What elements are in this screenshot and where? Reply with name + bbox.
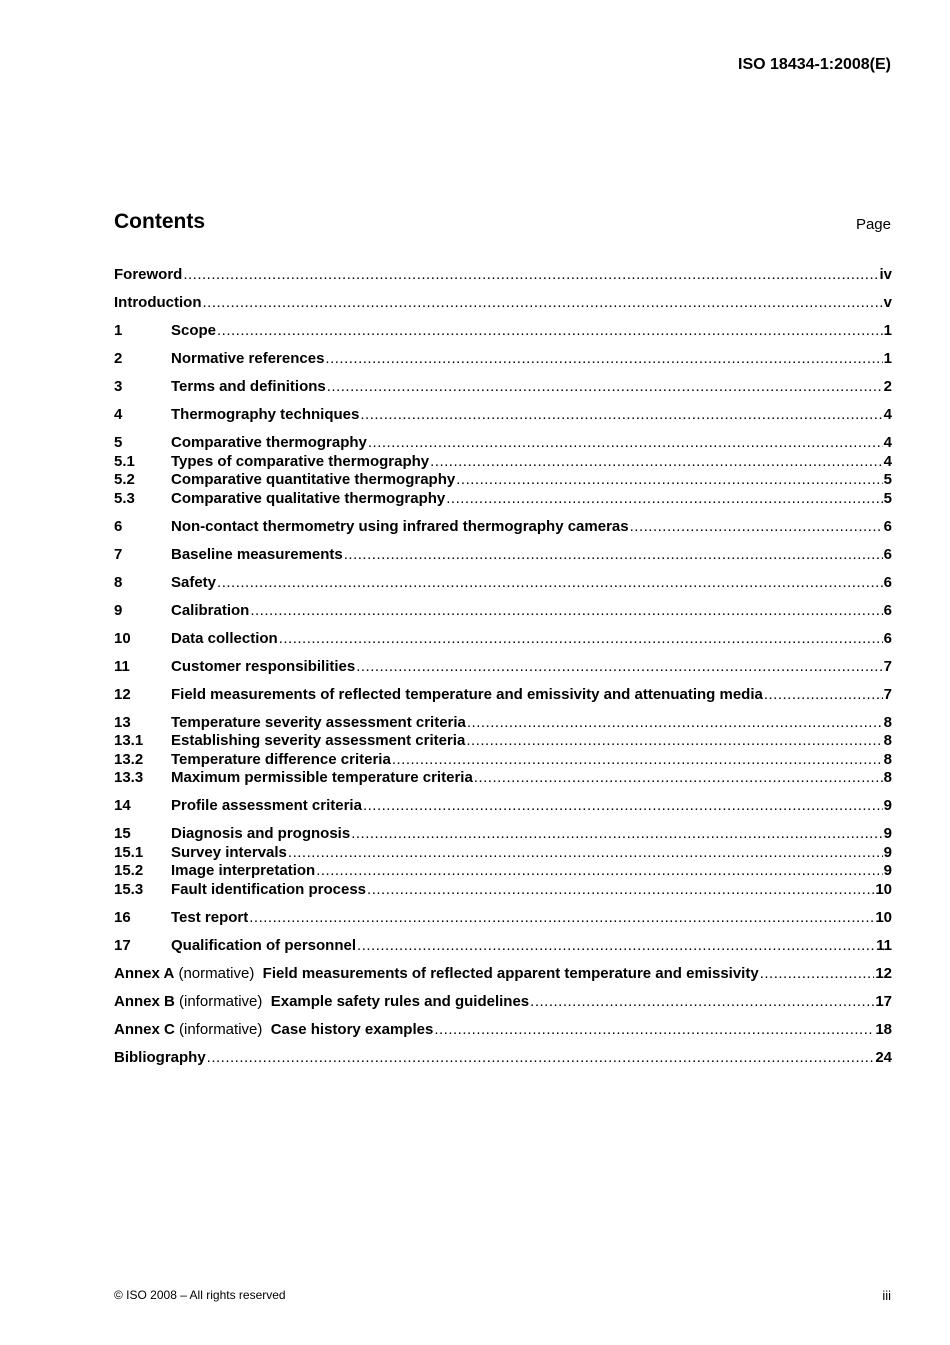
- toc-entry-number: 5.1: [114, 452, 135, 470]
- dot-leader: [630, 518, 883, 537]
- toc-entry-page: 6: [883, 573, 892, 591]
- toc-entry-number: 15.1: [114, 843, 144, 861]
- dot-leader: [466, 732, 882, 751]
- toc-entry-title: Customer responsibilities: [171, 657, 356, 675]
- toc-entry-number: 1: [114, 322, 123, 339]
- annex-page: 18: [875, 1020, 892, 1038]
- page-number: iii: [882, 1288, 891, 1303]
- toc-entry-number: 5.2: [114, 471, 135, 488]
- toc-entry-number: 13.3: [114, 769, 144, 786]
- dot-leader: [217, 574, 883, 593]
- dot-leader: [183, 266, 878, 285]
- toc-entry-title: Profile assessment criteria: [171, 797, 362, 814]
- toc-entry-page: 4: [883, 434, 892, 451]
- toc-entry[interactable]: [114, 322, 892, 341]
- toc-entry[interactable]: [114, 546, 892, 565]
- toc-entry[interactable]: [114, 686, 892, 705]
- toc-entry[interactable]: [114, 658, 892, 677]
- dot-leader: [279, 630, 883, 649]
- dot-leader: [288, 844, 883, 863]
- dot-leader: [360, 406, 882, 425]
- toc-entry-title: Fault identification process: [171, 880, 367, 898]
- toc-entry[interactable]: [114, 574, 892, 593]
- toc-entry-number: 5: [114, 434, 123, 451]
- toc-entry[interactable]: [114, 825, 892, 844]
- dot-leader: [202, 294, 882, 313]
- toc-entry-page: v: [883, 294, 892, 311]
- dot-leader: [434, 1021, 874, 1040]
- dot-leader: [446, 490, 882, 509]
- dot-leader: [344, 546, 883, 565]
- toc-entry-page: 4: [883, 452, 892, 470]
- dot-leader: [430, 453, 883, 472]
- toc-entry-number: 10: [114, 629, 131, 647]
- dot-leader: [368, 434, 883, 453]
- dot-leader: [327, 378, 883, 397]
- bibliography-page: 24: [875, 1048, 892, 1066]
- toc-entry-title: Survey intervals: [171, 843, 287, 861]
- toc-entry-title: Introduction: [114, 294, 202, 311]
- toc-entry[interactable]: [114, 350, 892, 369]
- toc-entry-page: 8: [883, 769, 892, 786]
- dot-leader: [207, 1049, 875, 1068]
- toc-entry[interactable]: [114, 937, 892, 956]
- toc-entry-number: 5.3: [114, 489, 135, 507]
- dot-leader: [367, 881, 874, 900]
- toc-entry-page: 6: [883, 601, 892, 619]
- toc-entry-number: 9: [114, 601, 123, 619]
- toc-entry[interactable]: [114, 602, 892, 621]
- toc-entry-page: iv: [879, 266, 892, 283]
- annex-title: Example safety rules and guidelines: [270, 992, 530, 1010]
- annex-type: (informative): [179, 1020, 263, 1038]
- toc-entry-page: 8: [883, 750, 892, 768]
- toc-entry[interactable]: [114, 490, 892, 509]
- toc-entry-page: 9: [883, 862, 892, 879]
- toc-entry-number: 8: [114, 573, 123, 591]
- dot-leader: [764, 686, 883, 705]
- toc-entry-page: 9: [883, 843, 892, 861]
- toc-entry[interactable]: [114, 732, 892, 751]
- toc-entry-title: Diagnosis and prognosis: [171, 825, 351, 842]
- toc-entry-page: 1: [883, 350, 892, 367]
- toc-entry[interactable]: [114, 909, 892, 928]
- contents-heading: Contents: [114, 210, 205, 233]
- toc-entry-number: 3: [114, 378, 123, 395]
- annex-entry[interactable]: [114, 1021, 892, 1040]
- dot-leader: [530, 993, 874, 1012]
- toc-entry-page: 7: [883, 685, 892, 703]
- toc-entry-title: Scope: [171, 322, 217, 339]
- toc-entry-title: Calibration: [171, 601, 250, 619]
- toc-entry-number: 11: [114, 657, 130, 675]
- dot-leader: [250, 602, 882, 621]
- toc-entry-title: Types of comparative thermography: [171, 452, 430, 470]
- bibliography-title: Bibliography: [114, 1048, 206, 1066]
- dot-leader: [456, 471, 882, 490]
- toc-entry-title: Terms and definitions: [171, 378, 326, 395]
- toc-entry-number: 13: [114, 713, 131, 731]
- toc-entry-page: 2: [883, 378, 892, 395]
- toc-entry[interactable]: [114, 844, 892, 863]
- toc-entry-number: 6: [114, 517, 123, 535]
- toc-entry-title: Temperature difference criteria: [171, 750, 391, 768]
- toc-entry-title: Test report: [171, 908, 249, 926]
- toc-entry-page: 8: [883, 713, 892, 731]
- copyright-notice: © ISO 2008 – All rights reserved: [114, 1288, 286, 1302]
- toc-entry[interactable]: [114, 471, 892, 490]
- bibliography-entry[interactable]: [114, 1049, 892, 1068]
- annex-label: Annex C: [114, 1020, 175, 1038]
- toc-entry-page: 5: [883, 471, 892, 488]
- toc-entry-page: 5: [883, 489, 892, 507]
- toc-entry-number: 2: [114, 350, 123, 367]
- dot-leader: [217, 322, 883, 341]
- table-of-contents: [114, 266, 892, 1067]
- toc-entry-page: 4: [883, 406, 892, 423]
- toc-entry-title: Comparative qualitative thermography: [171, 489, 446, 507]
- toc-entry-number: 13.1: [114, 732, 144, 749]
- annex-label: Annex A: [114, 964, 175, 982]
- toc-entry-page: 6: [883, 629, 892, 647]
- toc-entry-page: 10: [875, 908, 892, 926]
- toc-entry-page: 8: [883, 732, 892, 749]
- toc-entry-page: 1: [883, 322, 892, 339]
- dot-leader: [392, 751, 883, 770]
- annex-title: Field measurements of reflected apparent temperature and emissivity: [262, 964, 759, 982]
- annex-type: (normative): [178, 964, 255, 982]
- toc-entry[interactable]: [114, 518, 892, 537]
- toc-entry-page: 11: [876, 936, 892, 954]
- toc-entry-page: 6: [883, 545, 892, 563]
- toc-entry-title: Comparative quantitative thermography: [171, 471, 456, 488]
- toc-entry-title: Qualification of personnel: [171, 936, 357, 954]
- toc-entry[interactable]: [114, 266, 892, 285]
- toc-entry-page: 7: [883, 657, 892, 675]
- dot-leader: [363, 797, 883, 816]
- toc-entry[interactable]: [114, 751, 892, 770]
- dot-leader: [760, 965, 875, 984]
- toc-entry-title: Comparative thermography: [171, 434, 367, 451]
- toc-entry-page: 6: [883, 517, 892, 535]
- toc-entry[interactable]: [114, 769, 892, 788]
- toc-entry[interactable]: [114, 434, 892, 453]
- dot-leader: [325, 350, 882, 369]
- dot-leader: [356, 658, 882, 677]
- dot-leader: [316, 862, 882, 881]
- toc-entry-title: Baseline measurements: [171, 545, 343, 563]
- toc-entry-title: Non-contact thermometry using infrared thermography cameras: [171, 517, 629, 535]
- toc-entry-number: 15.3: [114, 880, 144, 898]
- annex-label: Annex B: [114, 992, 175, 1010]
- toc-entry-title: Maximum permissible temperature criteria: [171, 769, 473, 786]
- toc-entry-number: 4: [114, 406, 123, 423]
- toc-entry[interactable]: [114, 294, 892, 313]
- toc-entry-number: 7: [114, 545, 123, 563]
- toc-entry-title: Foreword: [114, 266, 183, 283]
- dot-leader: [357, 937, 875, 956]
- dot-leader: [467, 714, 883, 733]
- page-column-label: Page: [855, 216, 891, 233]
- toc-entry-title: Temperature severity assessment criteria: [171, 713, 466, 731]
- annex-entry[interactable]: [114, 993, 892, 1012]
- dot-leader: [474, 769, 883, 788]
- toc-entry[interactable]: [114, 797, 892, 816]
- toc-entry-number: 16: [114, 908, 131, 926]
- toc-entry-number: 15: [114, 825, 131, 842]
- annex-page: 17: [875, 992, 892, 1010]
- toc-entry-title: Data collection: [171, 629, 278, 647]
- toc-entry-number: 13.2: [114, 750, 144, 768]
- annex-page: 12: [875, 964, 892, 982]
- toc-entry[interactable]: [114, 714, 892, 733]
- toc-entry[interactable]: [114, 881, 892, 900]
- toc-entry-page: 9: [883, 825, 892, 842]
- toc-entry[interactable]: [114, 862, 892, 881]
- annex-entry[interactable]: [114, 965, 892, 984]
- toc-entry[interactable]: [114, 453, 892, 472]
- toc-entry-page: 9: [883, 797, 892, 814]
- annex-type: (informative): [179, 992, 263, 1010]
- toc-entry-number: 12: [114, 685, 131, 703]
- toc-entry-number: 14: [114, 797, 131, 814]
- toc-entry-title: Image interpretation: [171, 862, 316, 879]
- dot-leader: [249, 909, 874, 928]
- toc-entry[interactable]: [114, 630, 892, 649]
- toc-entry-title: Thermography techniques: [171, 406, 360, 423]
- toc-entry[interactable]: [114, 406, 892, 425]
- toc-entry-number: 17: [114, 936, 131, 954]
- annex-title: Case history examples: [270, 1020, 434, 1038]
- toc-entry-title: Establishing severity assessment criteria: [171, 732, 466, 749]
- toc-entry[interactable]: [114, 378, 892, 397]
- document-id: ISO 18434-1:2008(E): [738, 56, 891, 73]
- dot-leader: [351, 825, 882, 844]
- toc-entry-number: 15.2: [114, 862, 144, 879]
- toc-entry-title: Normative references: [171, 350, 325, 367]
- toc-entry-title: Safety: [171, 573, 217, 591]
- toc-entry-title: Field measurements of reflected temperature and emissivity and attenuating media: [171, 685, 763, 703]
- toc-entry-page: 10: [875, 880, 892, 898]
